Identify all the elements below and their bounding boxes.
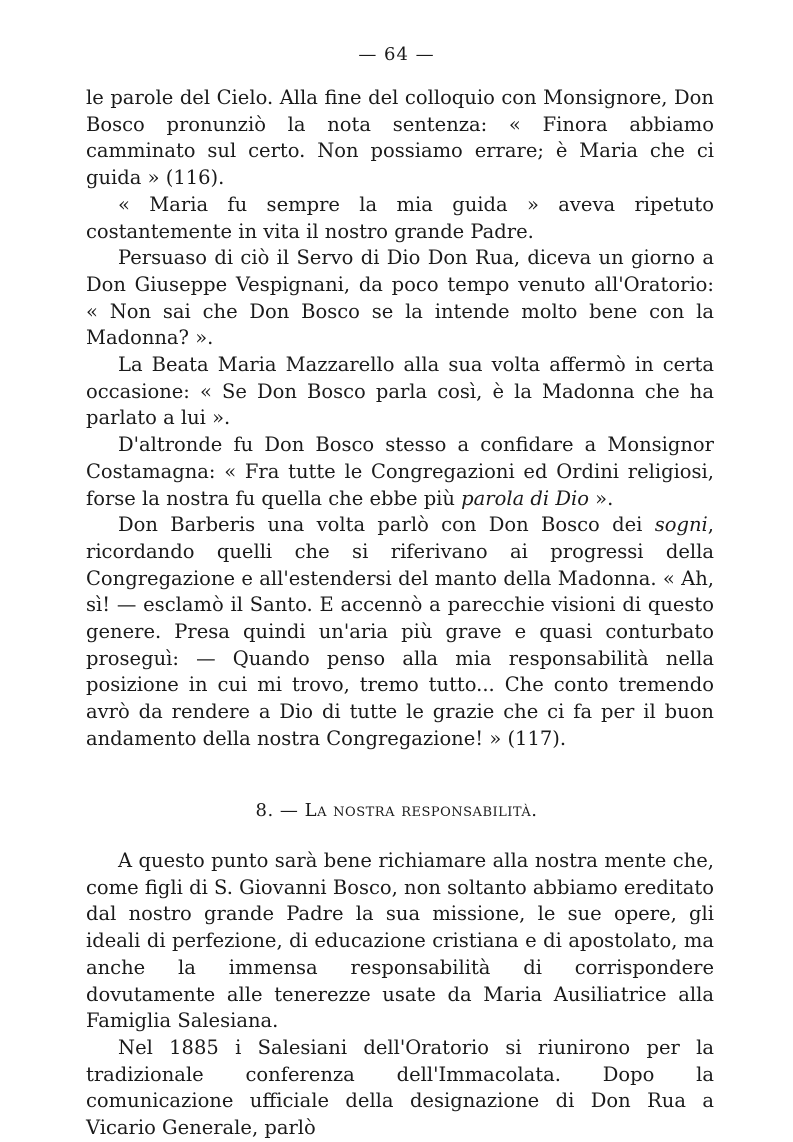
section-heading: 8. — La nostra responsabilità. [255, 800, 538, 821]
paragraph: A questo punto sarà bene richiamare alla nostra mente che, come figli di S. Giovanni Bosco, non soltanto abbiamo ereditato dal nostro grande Padre la sua missione, le sue opere, gli ideali di perfezione, di educazione cristiana e di apostolato, ma anche la immensa responsabilità di corrispondere dovutamente alle tenerezze usate da Maria Ausiliatrice alla Famiglia Salesiana. [86, 849, 714, 1033]
section-body-text [86, 848, 714, 1142]
italic-phrase: parola di Dio [461, 486, 589, 510]
paragraph: « Maria fu sempre la mia guida » aveva ripetuto costantemente in vita il nostro grande Padre. [86, 192, 714, 243]
paragraph: Persuaso di ciò il Servo di Dio Don Rua, diceva un giorno a Don Giuseppe Vespignani, da poco tempo venuto all'Oratorio: « Non sai che Don Bosco se la intende molto bene con la Madonna? ». [86, 246, 714, 350]
text-run: ». [588, 486, 614, 510]
text-run: D'altronde fu Don Bosco stesso a confidare a Monsignor Costamagna: « Fra tutte le Congregazioni ed Ordini religiosi, forse la nostra fu quella che ebbe più [86, 433, 714, 510]
paragraph: La Beata Maria Mazzarello alla sua volta affermò in certa occasione: « Se Don Bosco parla così, è la Madonna che ha parlato a lui ». [86, 353, 714, 430]
paragraph [86, 432, 714, 512]
paragraph: Nel 1885 i Salesiani dell'Oratorio si riunirono per la tradizionale conferenza dell'Immacolata. Dopo la comunicazione ufficiale della designazione di Don Rua a Vicario Generale, parlò [86, 1035, 714, 1140]
italic-word: sogni [654, 513, 708, 537]
page-number: — 64 — [358, 44, 435, 65]
paragraph [86, 512, 714, 752]
paragraph: le parole del Cielo. Alla fine del colloquio con Monsignore, Don Bosco pronunziò la nota sentenza: « Finora abbiamo camminato sul certo. Non possiamo errare; è Maria che ci guida » (116). [86, 86, 714, 190]
body-text [86, 85, 714, 753]
text-run: Don Barberis una volta parlò con Don Bosco dei [118, 513, 655, 537]
text-run: , ricordando quelli che si riferivano ai progressi della Congregazione e all'estendersi del manto della Madonna. « Ah, sì! — esclamò il Santo. E accennò a parecchie visioni di questo genere. Presa quindi un'aria più grave e quasi conturbato proseguì: — Quando penso alla mia responsabilità nella posizione in cui mi trovo, tremo tutto... Che conto tremendo avrò da rendere a Dio di tutte le grazie che ci fa per il buon andamento della nostra Congregazione! » (117). [86, 513, 714, 750]
